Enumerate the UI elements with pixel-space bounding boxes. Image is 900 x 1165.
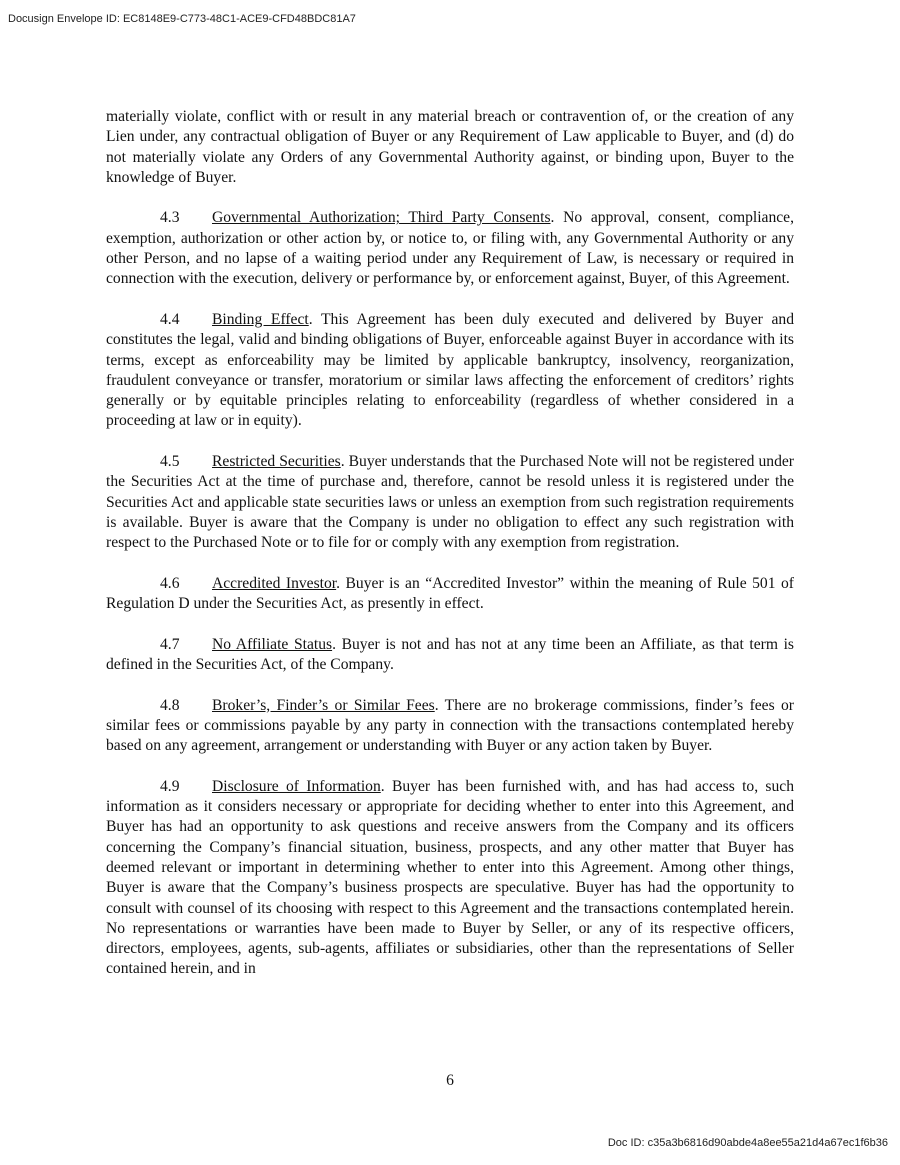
section-4-3 [106,208,794,289]
section-4-9 [106,777,794,980]
section-4-8 [106,696,794,757]
section-text: . This Agreement has been duly executed and delivered by Buyer and constitutes the legal, valid and binding obligations of Buyer, enforceable against Buyer in accordance with its terms, except as enforceability may be limited by applicable bankruptcy, insolvency, reorganization, fraudulent conveyance or transfer, moratorium or similar laws affecting the enforcement of creditors’ rights generally or by equitable principles relating to enforceability (regardless of whether considered in a proceeding at law or in equity). [106,310,794,430]
section-text: . Buyer is an “Accredited Investor” within the meaning of Rule 501 of Regulation D under the Securities Act, as presently in effect. [106,574,794,613]
continuation-paragraph: materially violate, conflict with or result in any material breach or contravention of, or the creation of any Lien under, any contractual obligation of Buyer or any Requirement of Law applicable to Buyer, and (d) do not materially violate any Orders of any Governmental Authority against, or binding upon, Buyer to the knowledge of Buyer. [106,108,794,186]
doc-id-footer: Doc ID: c35a3b6816d90abde4a8ee55a21d4a67ec1f6b36 [607,1137,888,1149]
section-number: 4.6 [160,574,180,592]
section-heading: Governmental Authorization; Third Party Consents [212,209,551,227]
section-4-5 [106,452,794,553]
section-heading: Binding Effect [212,310,309,328]
section-heading: Accredited Investor [212,574,337,592]
section-heading: Disclosure of Information [212,777,381,795]
section-number: 4.8 [160,696,180,714]
section-number: 4.5 [160,453,180,471]
section-number: 4.3 [160,209,180,227]
section-heading: Restricted Securities [212,453,341,471]
section-4-6 [106,574,794,615]
section-text: . Buyer understands that the Purchased Note will not be registered under the Securities Act at the time of purchase and, therefore, cannot be resold unless it is registered under the Securities Act and applicable state securities laws or unless an exemption from such registration requirements is available. Buyer is aware that the Company is under no obligation to effect any such registration with respect to the Purchased Note or to file for or comply with any exemption from registration. [106,453,794,552]
section-number: 4.4 [160,310,180,328]
section-text: . There are no brokerage commissions, finder’s fees or similar fees or commissions payable by any party in connection with the transactions contemplated hereby based on any agreement, arrangement or understanding with Buyer or any action taken by Buyer. [106,696,795,755]
section-text: . Buyer has been furnished with, and has had access to, such information as it considers necessary or appropriate for deciding whether to enter into this Agreement, and Buyer has had an opportunity to ask questions and receive answers from the Company and its officers concerning the Company’s financial situation, business, prospects, and any other matter that Buyer has deemed relevant or important in determining whether to enter into this Agreement. Among other things, Buyer is aware that the Company’s business prospects are speculative. Buyer has had the opportunity to consult with counsel of its choosing with respect to this Agreement and the transactions contemplated herein. No representations or warranties have been made to Buyer by Seller, or any of its respective officers, directors, employees, agents, sub-agents, affiliates or subsidiaries, other than the representations of Seller contained herein, and in [106,777,794,978]
section-number: 4.9 [160,777,180,795]
section-heading: No Affiliate Status [212,635,333,653]
page-number: 6 [446,1072,454,1089]
section-number: 4.7 [160,635,180,653]
section-heading: Broker’s, Finder’s or Similar Fees [212,696,435,714]
section-4-7 [106,635,794,676]
section-4-4 [106,310,794,432]
document-body [106,107,794,1000]
section-text: . Buyer is not and has not at any time been an Affiliate, as that term is defined in the Securities Act, of the Company. [106,635,794,674]
envelope-id-header: Docusign Envelope ID: EC8148E9-C773-48C1-ACE9-CFD48BDC81A7 [8,13,356,25]
section-text: . No approval, consent, compliance, exemption, authorization or other action by, or notice to, or filing with, any Governmental Authority or any other Person, and no lapse of a waiting period under any Requirement of Law, is necessary or required in connection with the execution, delivery or performance by, or enforcement against, Buyer, of this Agreement. [106,209,794,288]
